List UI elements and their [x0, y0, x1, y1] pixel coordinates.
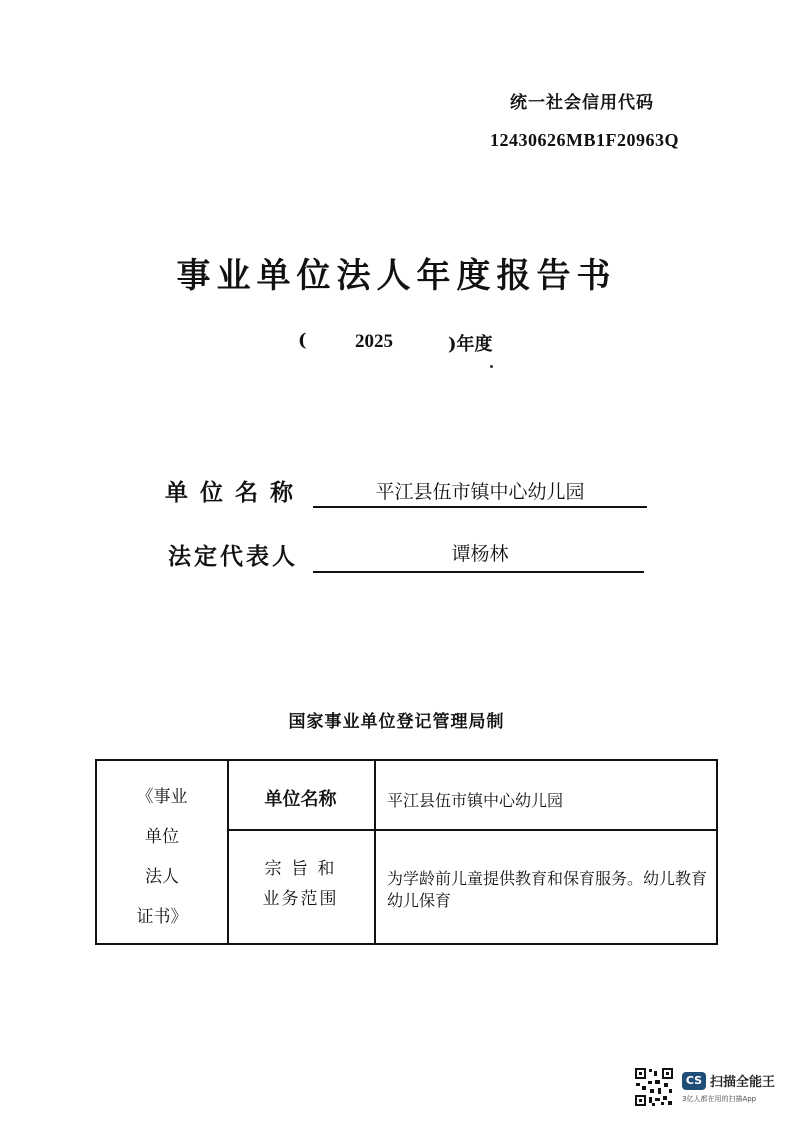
table-divider: [227, 829, 716, 831]
issuer-line: 国家事业单位登记管理局制: [288, 712, 505, 732]
row-unit-name-label: 单位名称: [264, 789, 337, 810]
legal-rep-value: 谭杨林: [451, 543, 509, 565]
legal-rep-label: 法定代表人: [168, 544, 298, 570]
certificate-title-line: 证书》: [136, 907, 188, 927]
scanner-app-name: 扫描全能王: [710, 1075, 776, 1090]
credit-code-label: 统一社会信用代码: [510, 93, 654, 113]
scanner-watermark: [634, 1067, 784, 1109]
row-purpose-label-line: 业务范围: [262, 889, 339, 909]
scanner-tagline: 3亿人都在用的扫描App: [682, 1095, 757, 1103]
credit-code: 12430626MB1F20963Q: [490, 130, 679, 150]
row-purpose-value: 为学龄前儿童提供教育和保育服务。幼儿教育幼儿保育: [387, 869, 708, 910]
unit-name-label: 单位名称: [165, 480, 305, 506]
report-title: 事业单位法人年度报告书: [176, 256, 617, 296]
scanner-logo-icon: CS: [682, 1072, 706, 1090]
report-year: 2025: [355, 331, 393, 352]
year-open-paren: (: [298, 330, 307, 351]
certificate-table: [95, 759, 718, 945]
unit-name-underline: [313, 506, 647, 508]
scan-speck: [490, 365, 493, 368]
row-purpose-label: [227, 854, 374, 914]
table-divider: [374, 761, 376, 943]
row-unit-name-value: 平江县伍市镇中心幼儿园: [387, 791, 564, 810]
certificate-title-line: 单位: [145, 827, 179, 847]
certificate-title-line: 《事业: [136, 787, 188, 807]
row-purpose-label-line: 宗 旨 和: [264, 859, 337, 879]
year-suffix: )年度: [448, 334, 493, 355]
unit-name-value: 平江县伍市镇中心幼儿园: [375, 481, 585, 503]
certificate-title: [97, 777, 227, 937]
qr-code-icon: [634, 1067, 674, 1107]
certificate-title-line: 法人: [145, 867, 179, 887]
legal-rep-underline: [313, 571, 644, 573]
